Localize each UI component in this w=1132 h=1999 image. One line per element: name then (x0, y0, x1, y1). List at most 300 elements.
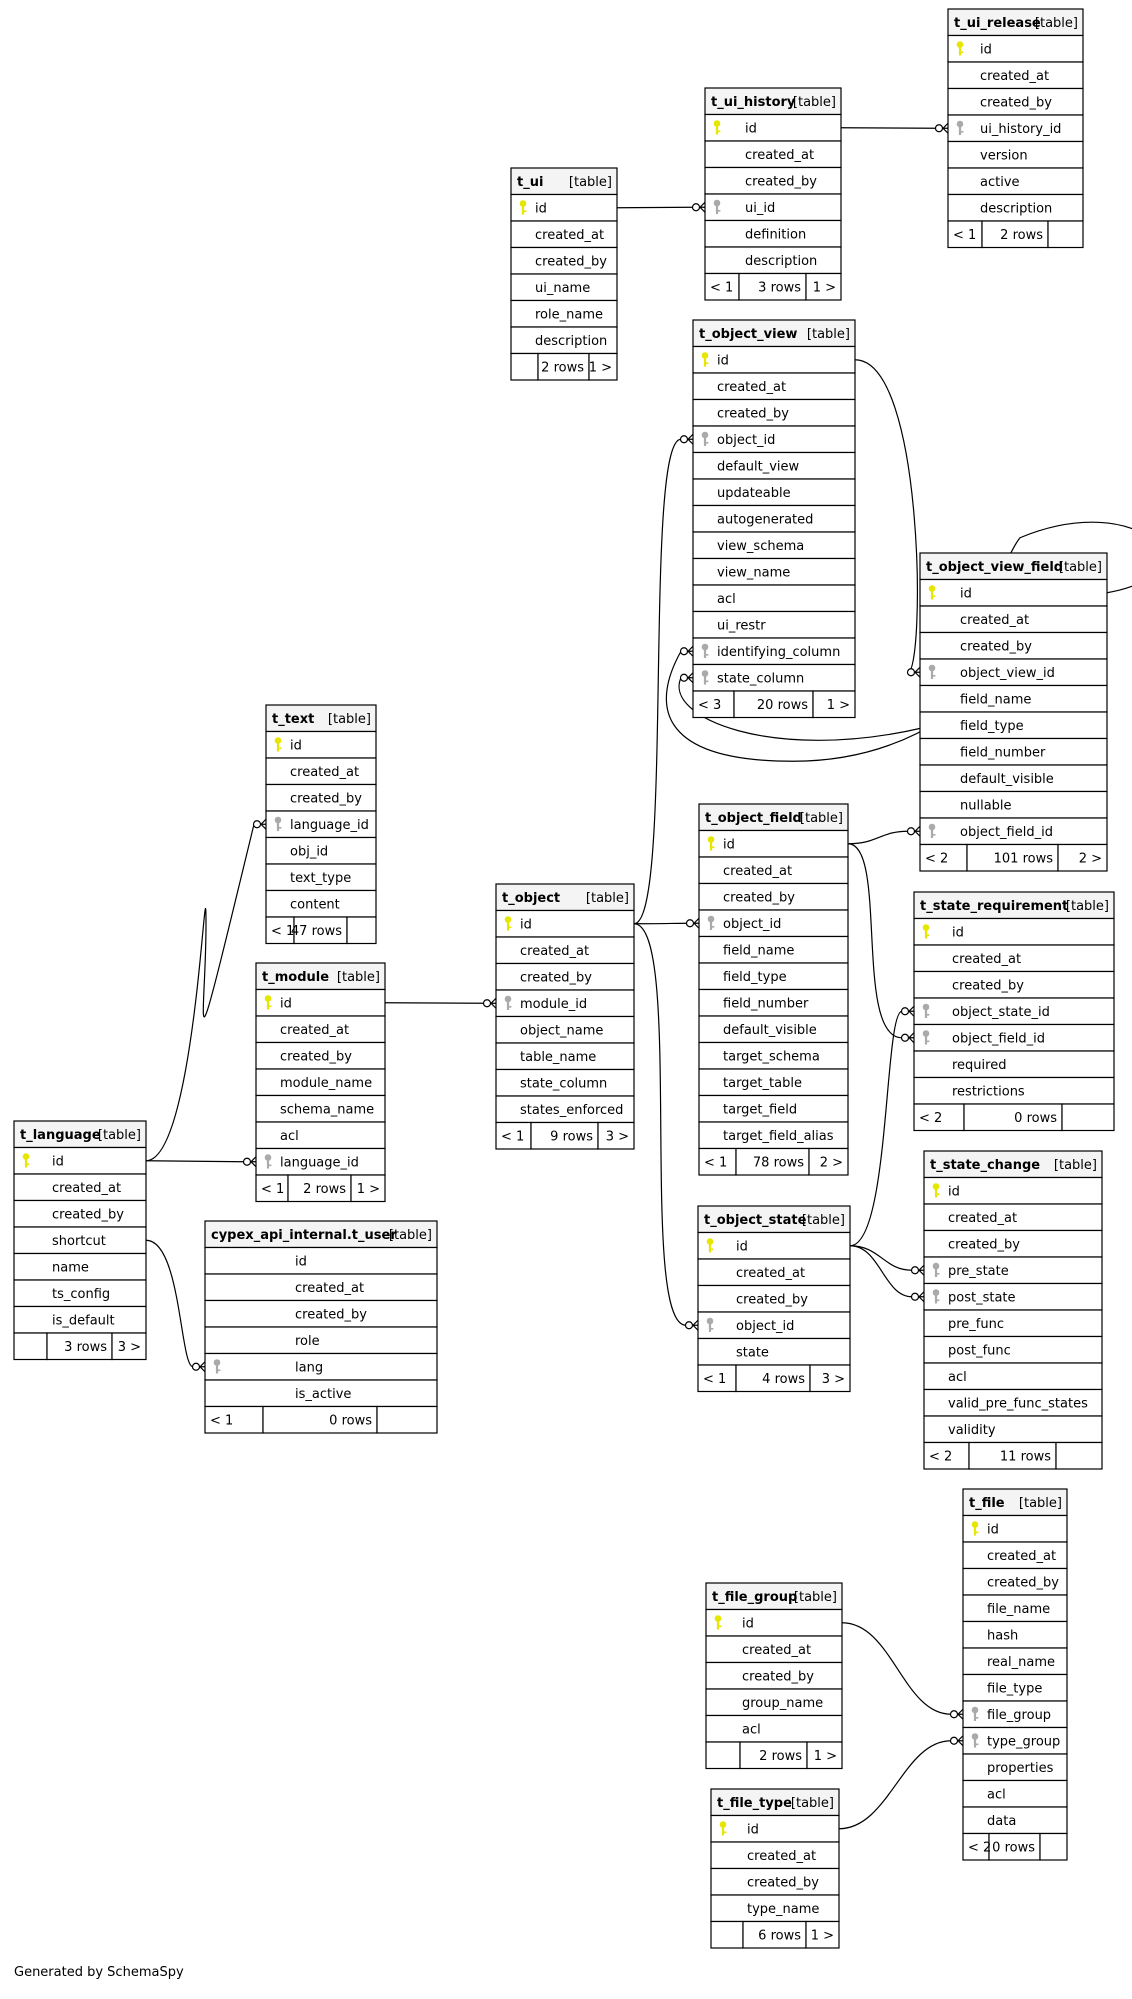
optional-marker (681, 648, 688, 655)
column-row (706, 1610, 842, 1637)
table-type: [table] (1018, 1496, 1062, 1511)
column-name: ui_id (745, 201, 776, 216)
table-name: t_state_requirement (920, 899, 1069, 914)
optional-marker (681, 674, 688, 681)
children-count[interactable]: 1 > (356, 1182, 380, 1197)
row-count: 3 rows (758, 280, 801, 296)
crows-foot-marker (688, 673, 693, 683)
column-name: pre_state (948, 1264, 1009, 1279)
optional-marker (244, 1158, 251, 1165)
table-t-file[interactable] (963, 1489, 1067, 1860)
column-name: created_at (987, 1549, 1057, 1564)
column-name: is_active (295, 1387, 352, 1402)
crows-foot-marker (958, 1736, 963, 1746)
table-name: t_file (969, 1496, 1005, 1511)
column-row (511, 195, 617, 222)
crows-foot-marker (919, 1292, 924, 1302)
column-name: id (747, 1822, 759, 1838)
column-name: state_column (520, 1076, 608, 1092)
parents-count[interactable]: < 2 (968, 1840, 992, 1856)
column-name: required (952, 1058, 1007, 1073)
column-name: properties (987, 1761, 1054, 1776)
table-t-ui[interactable] (511, 168, 617, 380)
column-name: id (717, 353, 729, 369)
column-name: created_at (520, 944, 590, 959)
column-name: id (52, 1154, 64, 1170)
column-name: default_visible (723, 1023, 817, 1038)
optional-marker (686, 1322, 693, 1329)
relationship-t-text-language-id (146, 819, 266, 1161)
column-name: is_default (52, 1313, 115, 1329)
parents-count[interactable]: < 2 (919, 1111, 943, 1126)
column-name: created_at (747, 1849, 817, 1864)
parents-count[interactable]: < 1 (953, 228, 977, 243)
column-name: created_by (290, 791, 362, 807)
column-row (920, 792, 1107, 819)
column-name: default_view (717, 459, 800, 475)
crows-foot-marker (915, 826, 920, 836)
column-name: acl (280, 1129, 299, 1144)
column-row (205, 1248, 437, 1275)
column-row (914, 919, 1114, 946)
children-count[interactable]: 1 > (588, 360, 612, 376)
column-row (963, 1516, 1067, 1543)
column-name: id (295, 1254, 307, 1270)
row-count: 0 rows (329, 1413, 372, 1429)
column-row (920, 580, 1107, 607)
row-count: 0 rows (992, 1840, 1035, 1856)
optional-marker (902, 1034, 909, 1041)
column-name: field_type (960, 719, 1024, 734)
column-row (914, 1051, 1114, 1078)
optional-marker (687, 920, 694, 927)
column-row (205, 1327, 437, 1354)
column-name: module_id (520, 997, 588, 1012)
parents-count[interactable]: < 2 (925, 851, 949, 867)
crows-foot-marker (919, 1265, 924, 1275)
table-name: t_module (262, 970, 330, 985)
column-name: created_by (980, 95, 1052, 111)
table-t-ui-history[interactable] (705, 88, 841, 300)
column-name: definition (745, 227, 807, 243)
column-row (711, 1816, 839, 1843)
column-name: acl (948, 1370, 967, 1385)
column-name: acl (717, 592, 736, 607)
crows-foot-marker (958, 1709, 963, 1719)
column-name: created_at (960, 613, 1030, 628)
column-name: role_name (535, 307, 603, 323)
crows-foot-marker (909, 1006, 914, 1016)
column-name: field_name (723, 943, 795, 959)
column-name: restrictions (952, 1084, 1025, 1100)
column-name: active (980, 175, 1020, 190)
children-count[interactable]: 2 > (1078, 851, 1102, 867)
column-name: created_by (520, 970, 592, 986)
table-t-object-view[interactable] (693, 320, 855, 718)
column-name: id (960, 586, 972, 602)
column-name: role (295, 1334, 320, 1349)
optional-marker (681, 436, 688, 443)
table-name: t_object_view_field (926, 560, 1064, 575)
column-name: created_by (960, 639, 1032, 655)
table-type: [table] (792, 95, 836, 110)
table-t-file-type[interactable] (711, 1789, 839, 1948)
column-name: post_func (948, 1343, 1011, 1359)
column-name: id (736, 1239, 748, 1255)
row-count: 2 rows (759, 1749, 802, 1764)
column-name: object_id (736, 1319, 795, 1334)
column-name: id (745, 121, 757, 137)
column-name: target_field (723, 1102, 798, 1118)
table-t-object-view-field[interactable] (920, 553, 1107, 871)
table-t-state-change[interactable] (924, 1151, 1102, 1469)
column-name: created_by (952, 978, 1024, 994)
column-name: shortcut (52, 1234, 106, 1249)
column-name: created_by (747, 1875, 819, 1891)
column-name: created_by (723, 890, 795, 906)
crows-foot-marker (909, 1033, 914, 1043)
column-name: target_field_alias (723, 1129, 834, 1144)
optional-marker (951, 1711, 958, 1718)
parents-count[interactable]: < 1 (703, 1372, 727, 1387)
table-t-ui-release[interactable] (948, 9, 1083, 248)
column-name: created_at (952, 952, 1022, 967)
column-name: created_by (948, 1237, 1020, 1253)
column-name: validity (948, 1423, 996, 1438)
column-name: object_id (717, 433, 776, 448)
column-name: created_by (736, 1292, 808, 1308)
column-row (496, 911, 634, 938)
crows-foot-marker (261, 819, 266, 829)
column-name: created_by (987, 1575, 1059, 1591)
column-name: id (742, 1616, 754, 1632)
optional-marker (908, 669, 915, 676)
relationship-cypex-api-internal-t-user-lang (146, 1240, 205, 1372)
column-name: created_at (717, 380, 787, 395)
table-type: [table] (568, 175, 612, 190)
column-name: created_at (295, 1281, 365, 1296)
table-name: t_ui_history (711, 95, 796, 110)
column-name: id (948, 1184, 960, 1200)
table-type: [table] (1053, 1158, 1097, 1173)
column-name: file_type (987, 1681, 1043, 1697)
column-name: file_name (987, 1602, 1051, 1617)
table-name: t_object_state (704, 1213, 807, 1228)
row-count: 3 rows (64, 1340, 107, 1355)
column-name: table_name (520, 1050, 597, 1065)
optional-marker (902, 1008, 909, 1015)
row-count: 0 rows (1014, 1111, 1057, 1126)
table-type: [table] (790, 1796, 834, 1811)
column-row (256, 990, 385, 1017)
column-name: created_by (717, 406, 789, 422)
relationship-t-state-requirement-object-state-id (850, 1006, 914, 1246)
table-type: [table] (97, 1128, 141, 1143)
column-name: id (280, 996, 292, 1012)
row-count: 20 rows (756, 698, 808, 713)
column-name: created_at (290, 765, 360, 780)
column-name: object_field_id (960, 825, 1053, 840)
children-count[interactable]: 1 > (810, 1928, 834, 1944)
table-cypex-api-internal-t-user[interactable] (205, 1221, 437, 1433)
column-row (266, 732, 376, 759)
optional-marker (951, 1737, 958, 1744)
column-name: post_state (948, 1290, 1016, 1306)
relationship-t-object-module-id (385, 998, 496, 1008)
column-name: created_at (980, 69, 1050, 84)
column-name: created_by (745, 174, 817, 190)
column-name: ui_history_id (980, 122, 1062, 137)
children-count[interactable]: 1 > (826, 698, 850, 713)
column-name: name (52, 1260, 89, 1276)
table-type: [table] (1034, 16, 1078, 31)
column-name: created_at (723, 864, 793, 879)
children-count[interactable]: 3 > (821, 1372, 845, 1387)
column-name: content (290, 897, 340, 913)
column-row (699, 831, 848, 858)
parents-count[interactable]: < 1 (501, 1129, 525, 1145)
parents-count[interactable]: < 1 (271, 924, 295, 939)
column-row (705, 115, 841, 142)
parents-count[interactable]: < 1 (710, 280, 734, 296)
column-name: language_id (280, 1155, 359, 1171)
column-name: version (980, 148, 1028, 164)
column-name: acl (742, 1722, 761, 1738)
children-count[interactable]: 2 > (819, 1155, 843, 1171)
column-name: ui_restr (717, 618, 766, 634)
optional-marker (912, 1267, 919, 1274)
column-name: created_at (52, 1181, 122, 1196)
column-name: created_at (280, 1023, 350, 1038)
table-type: [table] (793, 1590, 837, 1605)
optional-marker (254, 821, 261, 828)
column-name: object_id (723, 917, 782, 932)
table-name: t_object (502, 891, 561, 906)
table-name: t_text (272, 712, 315, 727)
table-name: t_object_field (705, 811, 802, 826)
table-name: t_object_view (699, 327, 798, 342)
row-count: 6 rows (758, 1928, 801, 1944)
column-name: target_table (723, 1076, 802, 1091)
column-row (706, 1716, 842, 1743)
column-name: data (987, 1814, 1017, 1829)
column-name: field_name (960, 692, 1032, 708)
table-t-text[interactable] (266, 705, 376, 944)
column-name: created_at (745, 148, 815, 163)
optional-marker (936, 125, 943, 132)
column-name: created_by (280, 1049, 352, 1065)
column-name: id (952, 925, 964, 941)
column-name: hash (987, 1628, 1019, 1644)
optional-marker (484, 1000, 491, 1007)
column-name: pre_func (948, 1317, 1005, 1332)
column-name: created_by (742, 1669, 814, 1685)
relationship-t-ui-history-ui-id (617, 202, 705, 212)
table-name: cypex_api_internal.t_user (211, 1228, 397, 1243)
table-t-state-requirement[interactable] (914, 892, 1114, 1131)
column-name: created_by (535, 254, 607, 270)
crows-foot-marker (694, 918, 699, 928)
relationship-t-module-language-id (146, 1157, 256, 1167)
row-count: 4 rows (762, 1372, 805, 1387)
column-name: view_schema (717, 539, 805, 554)
column-name: type_group (987, 1734, 1061, 1750)
parents-count[interactable]: < 1 (704, 1155, 728, 1171)
relationship-t-object-state-object-id (634, 924, 698, 1331)
column-name: language_id (290, 818, 369, 833)
column-name: id (987, 1522, 999, 1538)
column-name: default_visible (960, 772, 1054, 787)
row-count: 11 rows (999, 1449, 1051, 1465)
column-name: created_at (948, 1211, 1018, 1226)
crows-foot-marker (943, 123, 948, 133)
parents-count[interactable]: < 1 (210, 1413, 234, 1429)
column-name: obj_id (290, 844, 329, 860)
children-count[interactable]: 3 > (117, 1340, 141, 1355)
column-name: nullable (960, 798, 1012, 814)
column-name: autogenerated (717, 512, 814, 528)
column-name: ui_name (535, 281, 591, 296)
column-name: created_at (736, 1266, 806, 1281)
column-row (698, 1233, 850, 1260)
column-name: id (520, 917, 532, 933)
table-t-language[interactable] (14, 1121, 146, 1360)
table-type: [table] (799, 811, 843, 826)
relationship-t-file-file-group (842, 1623, 963, 1720)
relationship-t-object-view-field-object-view-id (855, 360, 920, 678)
column-row (948, 36, 1083, 63)
column-name: object_state_id (952, 1005, 1050, 1020)
column-name: target_schema (723, 1049, 820, 1065)
table-t-object-field[interactable] (699, 804, 848, 1175)
table-type: [table] (327, 712, 371, 727)
row-count: 9 rows (550, 1129, 593, 1145)
parents-count[interactable]: < 1 (261, 1182, 285, 1197)
column-name: created_at (535, 228, 605, 243)
column-name: valid_pre_func_states (948, 1396, 1088, 1412)
table-name: t_ui (517, 175, 544, 190)
table-name: t_state_change (930, 1158, 1041, 1173)
column-name: field_type (723, 970, 787, 985)
crows-foot-marker (491, 998, 496, 1008)
column-name: view_name (717, 565, 791, 581)
relationship-t-ui-release-ui-history-id (841, 123, 948, 133)
row-count: 2 rows (303, 1182, 346, 1197)
crows-foot-marker (688, 646, 693, 656)
table-type: [table] (336, 970, 380, 985)
row-count: 2 rows (1000, 228, 1043, 243)
column-name: id (723, 837, 735, 853)
table-type: [table] (1058, 560, 1102, 575)
column-name: state_column (717, 671, 805, 687)
relationship-t-file-type-group (839, 1736, 963, 1829)
column-name: object_field_id (952, 1031, 1045, 1047)
parents-count[interactable]: < 2 (929, 1449, 953, 1465)
column-name: schema_name (280, 1102, 375, 1118)
crows-foot-marker (688, 434, 693, 444)
column-name: ts_config (52, 1287, 111, 1302)
table-t-file-group[interactable] (706, 1583, 842, 1769)
column-name: created_by (52, 1207, 124, 1223)
table-type: [table] (388, 1228, 432, 1243)
column-name: object_view_id (960, 666, 1055, 681)
column-name: module_name (280, 1076, 373, 1091)
children-count[interactable]: 1 > (812, 280, 836, 296)
children-count[interactable]: 1 > (813, 1749, 837, 1764)
column-name: identifying_column (717, 645, 841, 660)
crows-foot-marker (693, 1320, 698, 1330)
table-type: [table] (801, 1213, 845, 1228)
table-boxes (14, 9, 1114, 1948)
column-name: id (980, 42, 992, 58)
generated-by-footer: Generated by SchemaSpy (14, 1965, 184, 1980)
table-type: [table] (806, 327, 850, 342)
parents-count[interactable]: < 3 (698, 698, 722, 713)
column-name: description (745, 254, 818, 269)
relationship-t-object-view-field-object-field-id (848, 826, 920, 844)
relationship-t-state-change-pre-state (850, 1246, 924, 1276)
column-name: type_name (747, 1902, 820, 1917)
table-name: t_ui_release (954, 16, 1041, 31)
children-count[interactable]: 3 > (605, 1129, 629, 1145)
table-t-object[interactable] (496, 884, 634, 1149)
crows-foot-marker (200, 1362, 205, 1372)
optional-marker (912, 1293, 919, 1300)
optional-marker (908, 828, 915, 835)
column-name: description (980, 201, 1053, 217)
table-type: [table] (1065, 899, 1109, 914)
crows-foot-marker (700, 202, 705, 212)
column-name: field_number (960, 745, 1046, 761)
row-count: 78 rows (752, 1155, 804, 1171)
crows-foot-marker (251, 1157, 256, 1167)
column-name: lang (295, 1360, 324, 1376)
optional-marker (693, 204, 700, 211)
table-t-object-state[interactable] (698, 1206, 850, 1392)
column-name: description (535, 334, 608, 349)
column-name: field_number (723, 996, 809, 1012)
table-name: t_file_type (717, 1796, 792, 1811)
row-count: 101 rows (993, 851, 1053, 867)
column-name: created_at (742, 1643, 812, 1658)
row-count: 47 rows (290, 924, 342, 939)
column-name: states_enforced (520, 1103, 624, 1118)
column-name: group_name (742, 1696, 824, 1711)
row-count: 2 rows (541, 360, 584, 376)
column-name: object_name (520, 1023, 604, 1039)
column-name: id (290, 738, 302, 754)
table-name: t_language (20, 1128, 101, 1143)
optional-marker (193, 1363, 200, 1370)
column-row (14, 1148, 146, 1175)
column-name: acl (987, 1787, 1006, 1803)
column-name: state (736, 1345, 769, 1361)
column-name: id (535, 201, 547, 217)
table-name: t_file_group (712, 1590, 798, 1605)
table-t-module[interactable] (256, 963, 385, 1202)
column-name: real_name (987, 1655, 1056, 1670)
relationship-t-object-field-object-id (634, 918, 699, 928)
column-name: updateable (717, 486, 791, 501)
column-row (256, 1122, 385, 1149)
column-name: file_group (987, 1708, 1052, 1723)
column-name: created_by (295, 1307, 367, 1323)
crows-foot-marker (915, 667, 920, 677)
column-row (698, 1339, 850, 1366)
column-row (963, 1781, 1067, 1808)
table-type: [table] (585, 891, 629, 906)
column-name: text_type (290, 871, 352, 886)
